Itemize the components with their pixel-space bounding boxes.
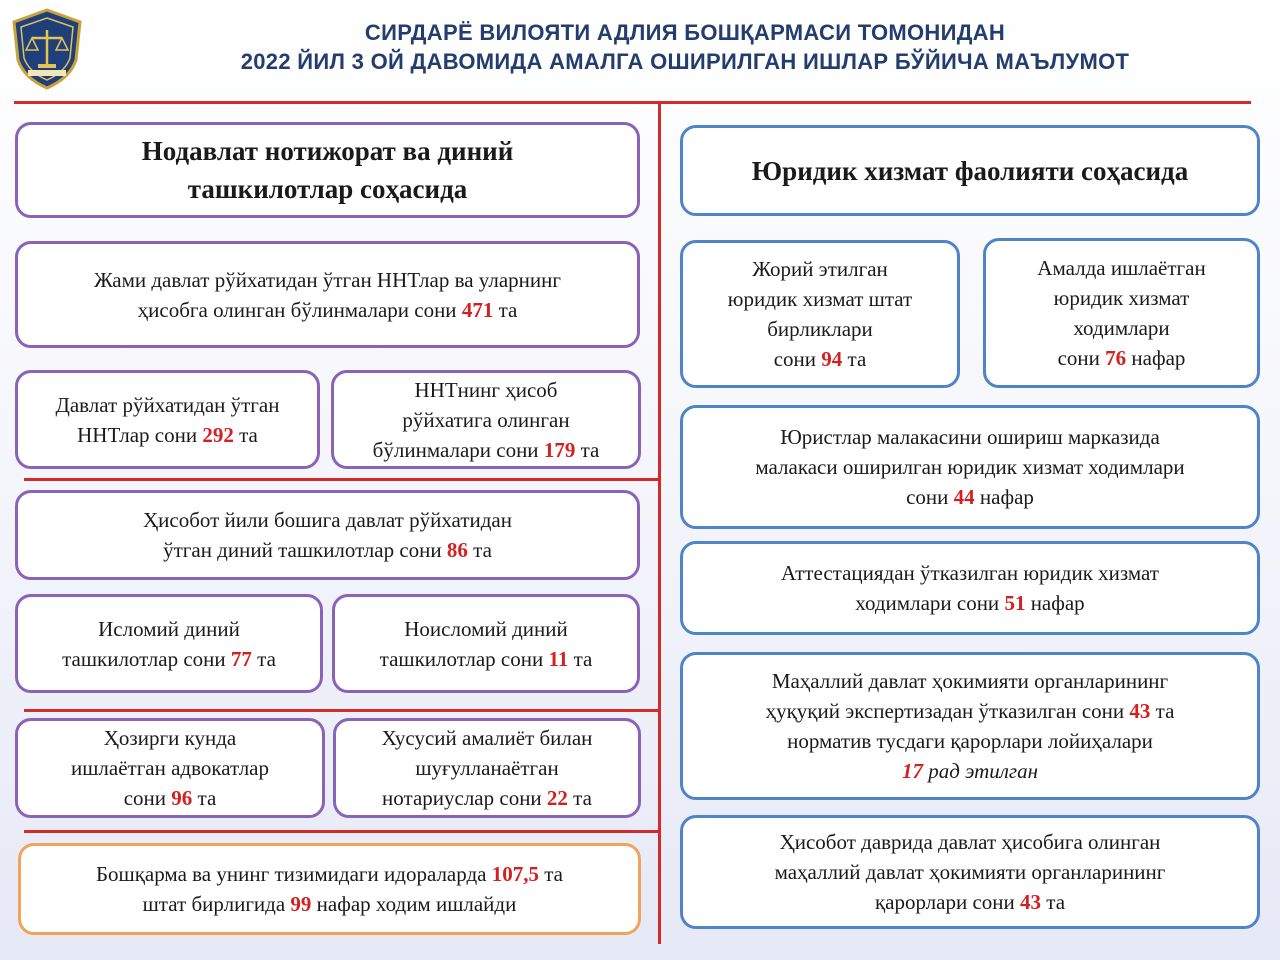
card-line: Ҳисобот даврида давлат ҳисобига олинган [779, 830, 1161, 854]
total-ngo-value: 471 [461, 297, 494, 322]
card-line: ННТлар сони [77, 422, 203, 447]
left-heading-line-2: ташкилотлар соҳасида [187, 174, 468, 204]
card-line: Давлат рўйхатидан ўтган [55, 392, 280, 417]
registered-decisions-card [680, 815, 1260, 929]
card-line: ишлаётган адвокатлар [70, 756, 270, 780]
card-line: штат бирлигида [142, 892, 291, 916]
unit-label: та [1041, 890, 1066, 914]
attested-staff-card [680, 541, 1260, 635]
ngo-branches-value: 179 [543, 437, 576, 462]
notaries-value: 22 [546, 786, 568, 810]
unit-label: та [493, 297, 518, 322]
unit-label: та [192, 786, 217, 810]
card-line: сони [906, 485, 954, 509]
card-line: ташкилотлар сони [379, 646, 549, 671]
center-divider-line [658, 104, 661, 944]
card-line: бўлинмалари сони [372, 437, 544, 462]
unit-label: та [575, 437, 600, 462]
legal-units-card [680, 240, 960, 388]
card-line: Маҳаллий давлат ҳокимияти органларининг [771, 669, 1169, 693]
unit-label: нафар [1126, 346, 1186, 370]
card-line: ташкилотлар сони [62, 646, 231, 671]
legal-staff-value: 76 [1105, 346, 1127, 370]
staff-count-value: 99 [290, 892, 312, 916]
card-line: ходимлари [1073, 316, 1170, 340]
card-line: Жами давлат рўйхатидан ўтган ННТлар ва уларнинг [93, 267, 562, 292]
card-line: ҳисобга олинган бўлинмалари сони [137, 297, 462, 322]
card-line: юридик хизмат [1053, 286, 1190, 310]
card-line: Исломий диний [98, 616, 240, 641]
card-line: рўйхатига олинган [402, 407, 570, 432]
card-line: ўтган диний ташкилотлар сони [163, 538, 447, 562]
total-ngo-card [15, 241, 640, 348]
ngo-branches-card [331, 370, 641, 469]
religious-orgs-card [15, 490, 640, 580]
non-islamic-orgs-card [332, 594, 640, 693]
non-islamic-orgs-value: 11 [548, 646, 569, 671]
legal-staff-card [983, 238, 1260, 388]
card-line: сони [1057, 346, 1106, 370]
card-line: Хусусий амалиёт билан [381, 726, 593, 750]
islamic-orgs-card [15, 594, 323, 693]
left-heading-box [15, 122, 640, 218]
card-line: Бошқарма ва унинг тизимидаги идораларда [96, 862, 492, 886]
rejected-value: 17 [901, 759, 923, 783]
registered-ngo-value: 292 [202, 422, 234, 447]
unit-label: та [567, 786, 592, 810]
top-separator-line [14, 101, 1251, 104]
card-line: ходимлари сони [855, 591, 1005, 615]
card-line: Ҳозирги кунда [103, 726, 237, 750]
unit-label: нафар [974, 485, 1034, 509]
card-line: Ҳисобот йили бошига давлат рўйхатидан [142, 508, 512, 532]
expertise-card [680, 652, 1260, 800]
card-line: нафар ходим ишлайди [311, 892, 517, 916]
legal-units-value: 94 [821, 347, 843, 371]
expertise-value: 43 [1129, 699, 1151, 723]
left-section-divider-3 [24, 830, 660, 833]
lawyers-card [15, 718, 325, 818]
card-line: сони [123, 786, 172, 810]
unit-label: та [233, 422, 258, 447]
justice-emblem-logo [10, 8, 84, 90]
registered-decisions-value: 43 [1020, 890, 1042, 914]
unit-label: нафар [1025, 591, 1085, 615]
card-line: норматив тусдаги қарорлари лойиҳалари [787, 729, 1153, 753]
card-line: бирликлари [767, 317, 873, 341]
title-line-2: 2022 ЙИЛ 3 ОЙ ДАВОМИДА АМАЛГА ОШИРИЛГАН ИШЛАР БЎЙИЧА МАЪЛУМОТ [240, 49, 1130, 74]
trained-staff-value: 44 [953, 485, 975, 509]
unit-label: та [467, 538, 492, 562]
card-line: юридик хизмат штат [727, 287, 913, 311]
trained-staff-card [680, 405, 1260, 529]
left-section-divider-1 [24, 478, 660, 481]
left-heading-line-1: Нодавлат нотижорат ва диний [141, 136, 514, 166]
card-line: Юристлар малакасини ошириш марказида [780, 425, 1160, 449]
islamic-orgs-value: 77 [230, 646, 252, 671]
card-line: маҳаллий давлат ҳокимияти органларининг [774, 860, 1166, 884]
card-line: ҳуқуқий экспертизадан ўтказилган сони [765, 699, 1130, 723]
title-line-1: СИРДАРЁ ВИЛОЯТИ АДЛИЯ БОШҚАРМАСИ ТОМОНИДАН [364, 20, 1006, 45]
card-line: сони [773, 347, 822, 371]
card-line: шуғулланаётган [415, 756, 559, 780]
card-line: Аттестациядан ўтказилган юридик хизмат [781, 561, 1159, 585]
attested-staff-value: 51 [1004, 591, 1026, 615]
card-line: малакаси оширилган юридик хизмат ходимлари [755, 455, 1185, 479]
page-title [120, 18, 1250, 76]
staff-card [18, 843, 641, 935]
card-line: Ноисломий диний [404, 616, 568, 641]
card-line: қарорлари сони [874, 890, 1021, 914]
registered-ngo-card [15, 370, 320, 469]
unit-label: та [251, 646, 276, 671]
rejected-label: рад этилган [922, 759, 1039, 783]
unit-label: та [538, 862, 563, 886]
religious-orgs-value: 86 [446, 538, 468, 562]
card-line: Амалда ишлаётган [1037, 256, 1206, 280]
notaries-card [333, 718, 641, 818]
unit-label: та [568, 646, 593, 671]
staff-units-value: 107,5 [491, 862, 539, 886]
lawyers-value: 96 [171, 786, 193, 810]
card-line: нотариуслар сони [382, 786, 547, 810]
right-heading-text: Юридик хизмат фаолияти соҳасида [751, 155, 1189, 186]
right-heading-box [680, 125, 1260, 216]
card-line: Жорий этилган [752, 257, 888, 281]
card-line: ННТнинг ҳисоб [414, 377, 558, 402]
left-section-divider-2 [24, 709, 660, 712]
unit-label: та [1150, 699, 1175, 723]
unit-label: та [842, 347, 867, 371]
